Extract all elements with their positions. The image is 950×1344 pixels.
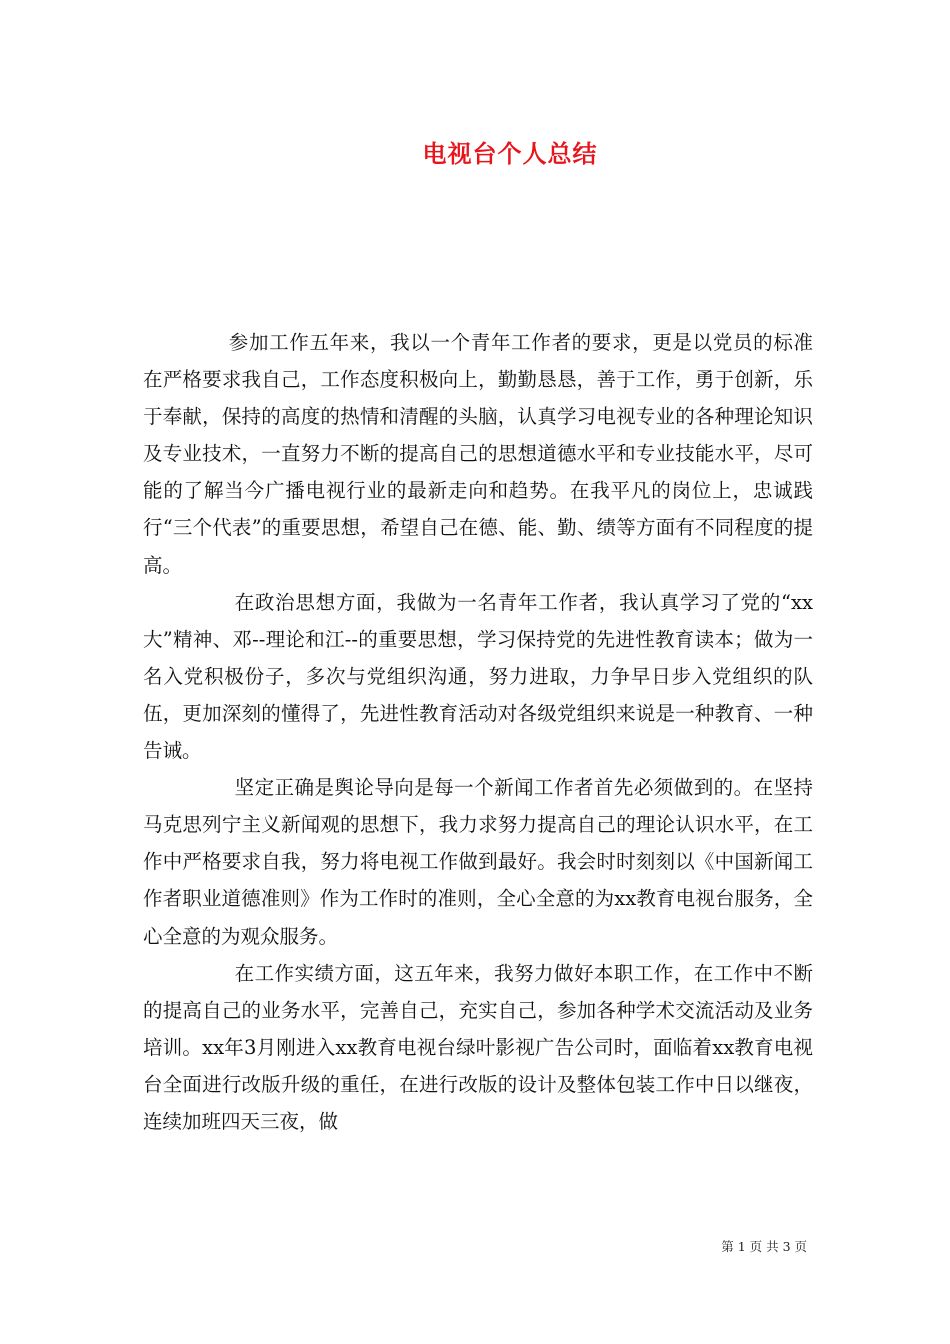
paragraph-1: 参加工作五年来，我以一个青年工作者的要求，更是以党员的标准在严格要求我自己，工作态度积极向上，勤勤恳恳，善于工作，勇于创新，乐于奉献，保持的高度的热情和清醒的头脑，认真学习电视专业的各种理论知识及专业技术，一直努力不断的提高自己的思想道德水平和专业技能水平，尽可能的了解当今广播电视行业的最新走向和趋势。在我平凡的岗位上，忠诚践行“三个代表”的重要思想，希望自己在德、能、勤、绩等方面有不同程度的提高。 <box>143 331 813 577</box>
document-body <box>143 324 813 1140</box>
paragraph-2: 在政治思想方面，我做为一名青年工作者，我认真学习了党的“xx大”精神、邓--理论和江--的重要思想，学习保持党的先进性教育读本；做为一名入党积极份子，多次与党组织沟通，努力进取，力争早日步入党组织的队伍，更加深刻的懂得了，先进性教育活动对各级党组织来说是一种教育、一种告诫。 <box>143 590 813 763</box>
document-title: 电视台个人总结 <box>422 139 598 168</box>
paragraph-4: 在工作实绩方面，这五年来，我努力做好本职工作，在工作中不断的提高自己的业务水平，完善自己，充实自己，参加各种学术交流活动及业务培训。xx年3月刚进入xx教育电视台绿叶影视广告公司时，面临着xx教育电视台全面进行改版升级的重任，在进行改版的设计及整体包装工作中日以继夜，连续加班四天三夜，做 <box>143 961 813 1133</box>
paragraph-3: 坚定正确是舆论导向是每一个新闻工作者首先必须做到的。在坚持马克思列宁主义新闻观的思想下，我力求努力提高自己的理论认识水平，在工作中严格要求自我，努力将电视工作做到最好。我会时时刻刻以《中国新闻工作者职业道德准则》作为工作时的准则，全心全意的为xx教育电视台服务，全心全意的为观众服务。 <box>143 776 813 948</box>
page-footer: 第 1 页 共 3 页 <box>721 1239 807 1254</box>
